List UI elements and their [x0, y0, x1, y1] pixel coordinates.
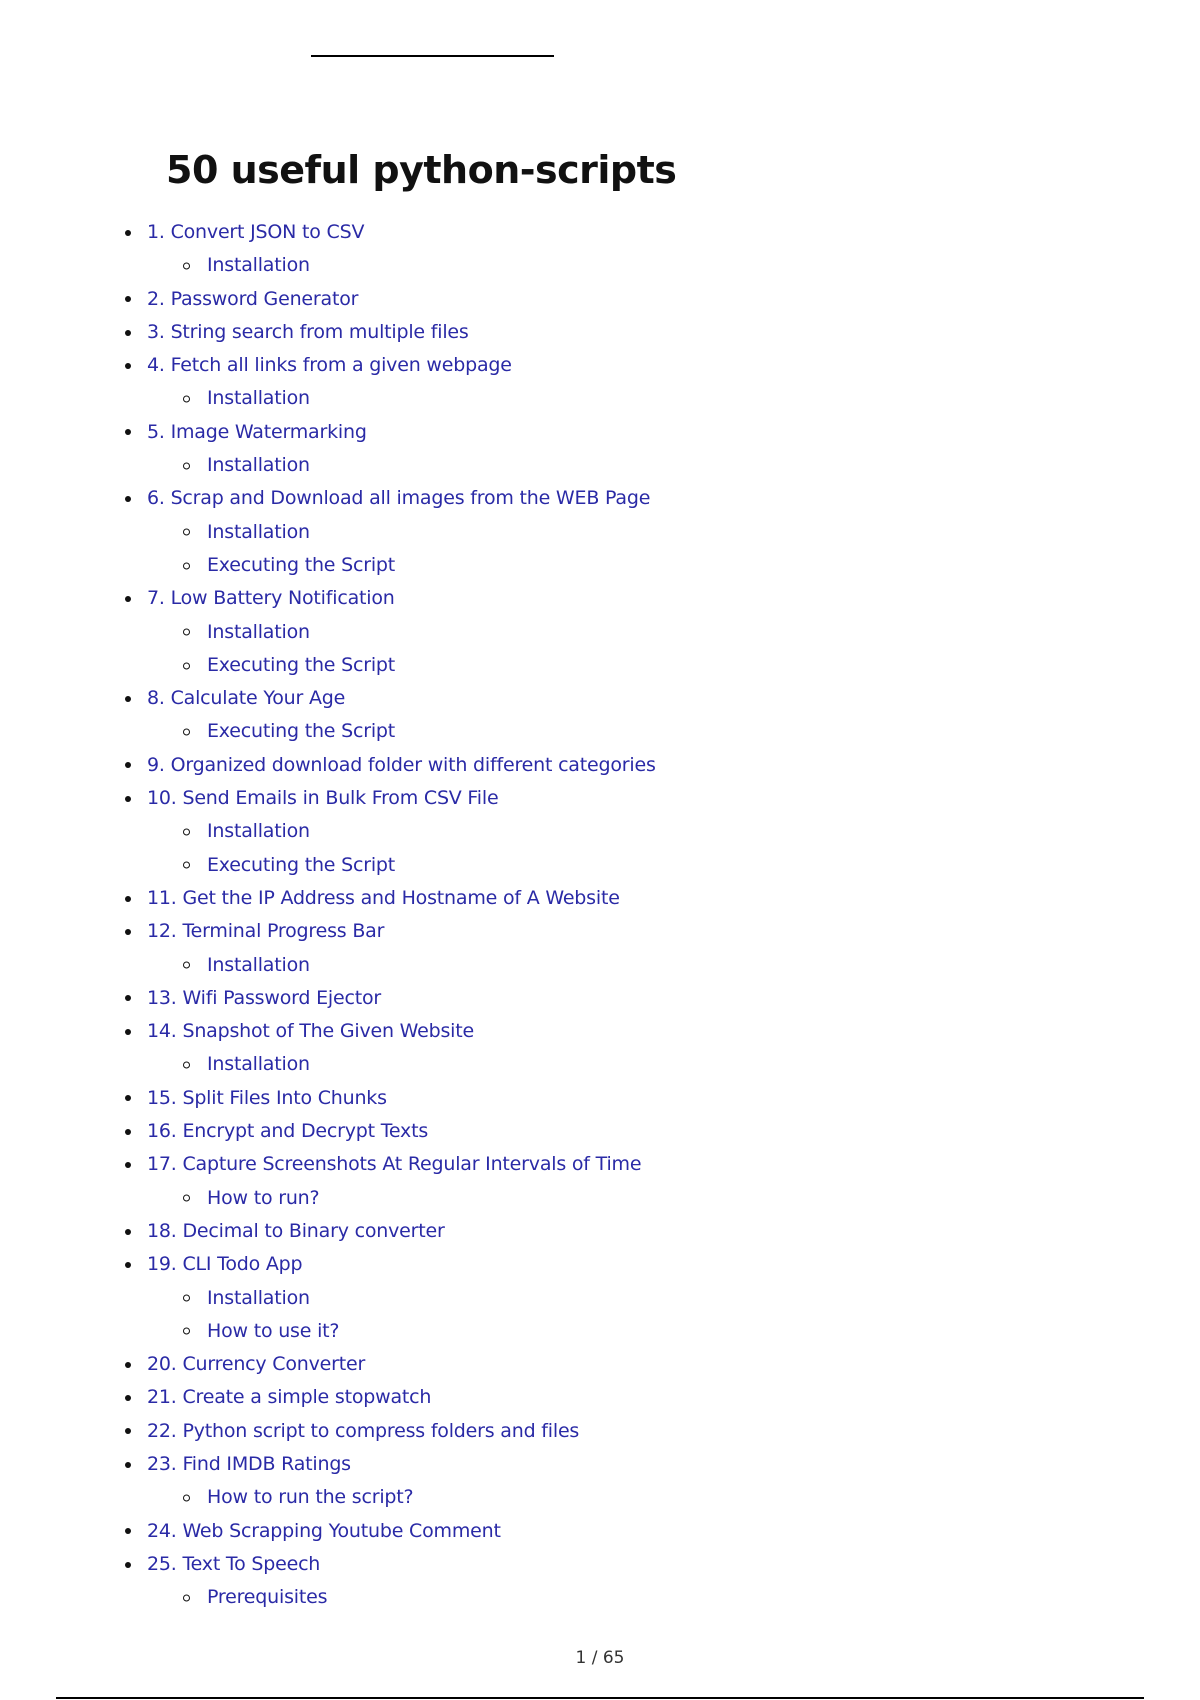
toc-section-item [0, 1148, 1200, 1181]
toc-subsection-item [0, 249, 1200, 282]
toc-subsection-item [0, 1182, 1200, 1215]
toc-section-item [0, 416, 1200, 449]
toc-section-item [0, 216, 1200, 249]
toc-section-link[interactable]: 20. Currency Converter [147, 1353, 366, 1376]
toc-section-item [0, 482, 1200, 515]
toc-section-item [0, 1448, 1200, 1481]
toc-subsection-link[interactable]: Installation [207, 520, 310, 543]
toc-section-item [0, 349, 1200, 382]
filled-bullet-icon [125, 496, 131, 502]
toc-section-item [0, 1248, 1200, 1281]
toc-section-link[interactable]: 9. Organized download folder with different categories [147, 753, 656, 776]
toc-subsection-link[interactable]: Installation [207, 1053, 310, 1076]
filled-bullet-icon [125, 429, 131, 435]
toc-subsection-item [0, 1581, 1200, 1614]
filled-bullet-icon [125, 296, 131, 302]
toc-section-item [0, 682, 1200, 715]
table-of-contents [0, 216, 1200, 1614]
toc-section-link[interactable]: 25. Text To Speech [147, 1552, 321, 1575]
toc-section-item [0, 283, 1200, 316]
hollow-bullet-icon [183, 1295, 190, 1302]
filled-bullet-icon [125, 1262, 131, 1268]
toc-section-item [0, 1115, 1200, 1148]
header-rule [311, 55, 554, 57]
document-title: 50 useful python-scripts [166, 148, 677, 192]
hollow-bullet-icon [183, 462, 190, 469]
toc-section-link[interactable]: 8. Calculate Your Age [147, 687, 346, 710]
toc-subsection-item [0, 1481, 1200, 1514]
toc-section-item [0, 915, 1200, 948]
filled-bullet-icon [125, 1129, 131, 1135]
toc-section-link[interactable]: 22. Python script to compress folders and files [147, 1419, 580, 1442]
footer-rule [56, 1697, 1144, 1699]
toc-section-item [0, 316, 1200, 349]
toc-subsection-item [0, 715, 1200, 748]
filled-bullet-icon [125, 1395, 131, 1401]
filled-bullet-icon [125, 696, 131, 702]
filled-bullet-icon [125, 363, 131, 369]
toc-section-link[interactable]: 12. Terminal Progress Bar [147, 920, 385, 943]
toc-subsection-item [0, 516, 1200, 549]
filled-bullet-icon [125, 330, 131, 336]
toc-section-link[interactable]: 7. Low Battery Notification [147, 587, 395, 610]
filled-bullet-icon [125, 230, 131, 236]
hollow-bullet-icon [183, 396, 190, 403]
toc-subsection-item [0, 549, 1200, 582]
toc-section-link[interactable]: 16. Encrypt and Decrypt Texts [147, 1120, 429, 1143]
toc-section-link[interactable]: 10. Send Emails in Bulk From CSV File [147, 787, 499, 810]
toc-subsection-link[interactable]: Installation [207, 454, 310, 477]
hollow-bullet-icon [183, 1594, 190, 1601]
toc-section-link[interactable]: 4. Fetch all links from a given webpage [147, 354, 512, 377]
hollow-bullet-icon [183, 1062, 190, 1069]
toc-section-item [0, 1548, 1200, 1581]
hollow-bullet-icon [183, 862, 190, 869]
toc-subsection-link[interactable]: Executing the Script [207, 653, 396, 676]
toc-subsection-item [0, 1282, 1200, 1315]
toc-subsection-item [0, 949, 1200, 982]
toc-section-link[interactable]: 13. Wifi Password Ejector [147, 986, 382, 1009]
toc-subsection-item [0, 815, 1200, 848]
filled-bullet-icon [125, 1162, 131, 1168]
toc-section-link[interactable]: 14. Snapshot of The Given Website [147, 1020, 475, 1043]
filled-bullet-icon [125, 929, 131, 935]
hollow-bullet-icon [183, 828, 190, 835]
filled-bullet-icon [125, 1528, 131, 1534]
hollow-bullet-icon [183, 262, 190, 269]
toc-section-item [0, 749, 1200, 782]
hollow-bullet-icon [183, 562, 190, 569]
toc-section-item [0, 1515, 1200, 1548]
toc-section-link[interactable]: 24. Web Scrapping Youtube Comment [147, 1519, 501, 1542]
toc-section-link[interactable]: 5. Image Watermarking [147, 420, 367, 443]
hollow-bullet-icon [183, 662, 190, 669]
filled-bullet-icon [125, 1462, 131, 1468]
hollow-bullet-icon [183, 1195, 190, 1202]
toc-subsection-link[interactable]: How to use it? [207, 1319, 340, 1342]
toc-section-item [0, 582, 1200, 615]
toc-section-item [0, 1348, 1200, 1381]
toc-subsection-item [0, 649, 1200, 682]
hollow-bullet-icon [183, 729, 190, 736]
toc-section-link[interactable]: 21. Create a simple stopwatch [147, 1386, 432, 1409]
toc-subsection-link[interactable]: Installation [207, 254, 310, 277]
filled-bullet-icon [125, 1029, 131, 1035]
toc-section-link[interactable]: 18. Decimal to Binary converter [147, 1219, 445, 1242]
filled-bullet-icon [125, 1362, 131, 1368]
page-number: 1 / 65 [575, 1648, 625, 1668]
toc-subsection-link[interactable]: Prerequisites [207, 1586, 328, 1609]
toc-subsection-link[interactable]: Executing the Script [207, 720, 396, 743]
toc-section-item [0, 1415, 1200, 1448]
filled-bullet-icon [125, 995, 131, 1001]
toc-section-item [0, 782, 1200, 815]
toc-section-item [0, 882, 1200, 915]
toc-subsection-link[interactable]: Installation [207, 387, 310, 410]
hollow-bullet-icon [183, 1494, 190, 1501]
toc-section-link[interactable]: 1. Convert JSON to CSV [147, 221, 365, 243]
toc-section-item [0, 982, 1200, 1015]
hollow-bullet-icon [183, 1328, 190, 1335]
toc-subsection-link[interactable]: Installation [207, 953, 310, 976]
filled-bullet-icon [125, 1428, 131, 1434]
toc-subsection-link[interactable]: How to run the script? [207, 1486, 414, 1509]
toc-subsection-item [0, 1048, 1200, 1081]
toc-subsection-link[interactable]: Installation [207, 820, 310, 843]
toc-subsection-item [0, 616, 1200, 649]
toc-section-link[interactable]: 19. CLI Todo App [147, 1253, 303, 1276]
toc-section-link[interactable]: 11. Get the IP Address and Hostname of A Website [147, 886, 620, 909]
toc-subsection-item [0, 449, 1200, 482]
hollow-bullet-icon [183, 962, 190, 969]
toc-section-link[interactable]: 23. Find IMDB Ratings [147, 1452, 351, 1475]
toc-subsection-link[interactable]: Installation [207, 620, 310, 643]
filled-bullet-icon [125, 762, 131, 768]
filled-bullet-icon [125, 1229, 131, 1235]
filled-bullet-icon [125, 1562, 131, 1568]
filled-bullet-icon [125, 596, 131, 602]
toc-section-link[interactable]: 6. Scrap and Download all images from the WEB Page [147, 487, 651, 510]
toc-subsection-link[interactable]: Executing the Script [207, 853, 396, 876]
toc-subsection-item [0, 382, 1200, 415]
toc-subsection-item [0, 1315, 1200, 1348]
filled-bullet-icon [125, 896, 131, 902]
toc-subsection-link[interactable]: How to run? [207, 1186, 320, 1209]
toc-section-item [0, 1015, 1200, 1048]
toc-section-item [0, 1215, 1200, 1248]
toc-section-link[interactable]: 2. Password Generator [147, 287, 359, 310]
toc-section-link[interactable]: 17. Capture Screenshots At Regular Intervals of Time [147, 1153, 642, 1176]
toc-section-link[interactable]: 3. String search from multiple files [147, 320, 469, 343]
filled-bullet-icon [125, 796, 131, 802]
toc-subsection-link[interactable]: Executing the Script [207, 553, 396, 576]
toc-section-item [0, 1082, 1200, 1115]
toc-section-item [0, 1381, 1200, 1414]
hollow-bullet-icon [183, 629, 190, 636]
toc-section-link[interactable]: 15. Split Files Into Chunks [147, 1086, 387, 1109]
toc-subsection-item [0, 849, 1200, 882]
filled-bullet-icon [125, 1095, 131, 1101]
toc-subsection-link[interactable]: Installation [207, 1286, 310, 1309]
hollow-bullet-icon [183, 529, 190, 536]
